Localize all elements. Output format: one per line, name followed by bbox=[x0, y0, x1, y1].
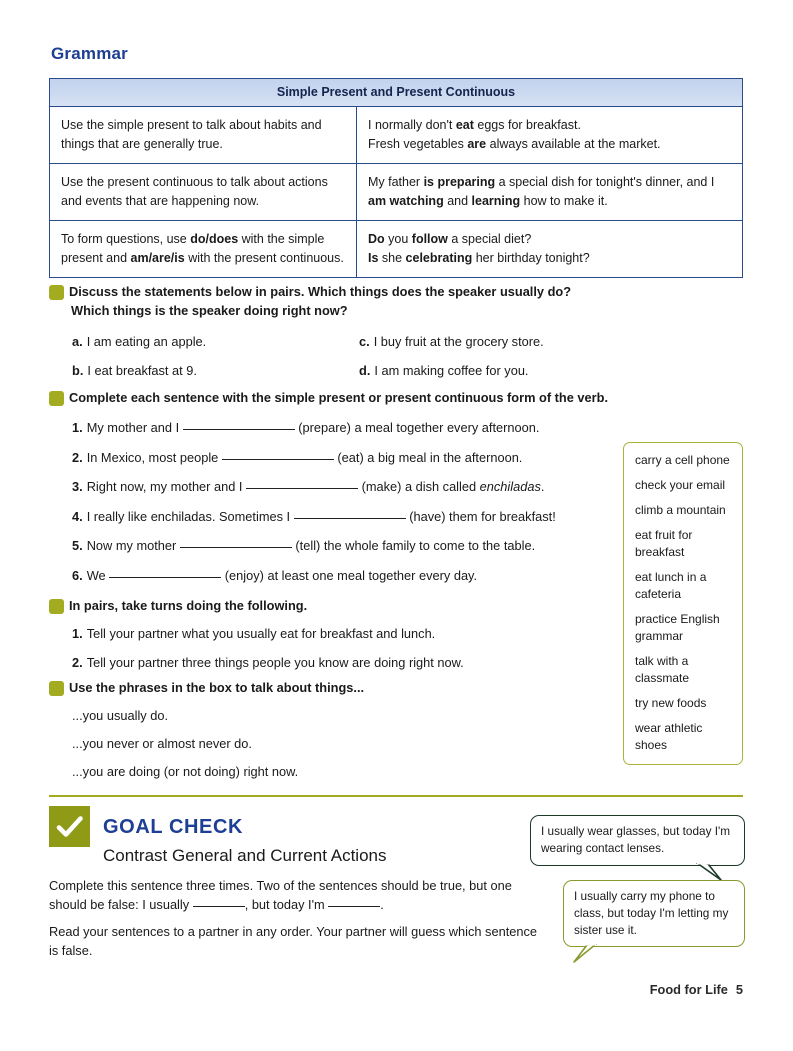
list-item: ...you usually do. bbox=[72, 708, 169, 724]
sentence-before: I really like enchiladas. Sometimes I bbox=[86, 508, 291, 524]
answer-blank[interactable] bbox=[294, 518, 406, 519]
fill-in-blank-row bbox=[72, 419, 619, 438]
answer-blank[interactable] bbox=[109, 577, 221, 578]
item-text: I am eating an apple. bbox=[86, 334, 207, 350]
grammar-example-cell: I normally don't eat eggs for breakfast. Fresh vegetables are always available at the market. bbox=[368, 118, 661, 151]
exercise-c-items bbox=[49, 333, 639, 385]
exercise-d-instruction: Complete each sentence with the simple present or present continuous form of the verb. bbox=[69, 390, 608, 405]
list-item bbox=[72, 654, 619, 673]
item-label: 1. bbox=[72, 420, 83, 436]
goal-check-instruction-2: Read your sentences to a partner in any order. Your partner will guess which sentence is false. bbox=[49, 924, 537, 959]
item-label: 2. bbox=[72, 449, 83, 465]
grammar-table-row bbox=[50, 221, 742, 277]
list-item: ...you are doing (or not doing) right now. bbox=[72, 764, 299, 780]
exercise-c-heading bbox=[41, 282, 601, 320]
item-text: I am making coffee for you. bbox=[374, 362, 529, 378]
phrase-box bbox=[623, 442, 743, 765]
list-item: ...you never or almost never do. bbox=[72, 736, 252, 752]
exercise-letter-badge-c: C bbox=[49, 285, 64, 300]
goal-check-divider bbox=[49, 795, 743, 797]
sentence-after: (tell) the whole family to come to the table. bbox=[295, 538, 536, 554]
grammar-example-cell: Do you follow a special diet? Is she celebrating her birthday tonight? bbox=[368, 232, 590, 265]
phrase-item: wear athletic shoes bbox=[635, 721, 703, 753]
phrase-item: carry a cell phone bbox=[635, 453, 730, 467]
item-text: Tell your partner what you usually eat for breakfast and lunch. bbox=[86, 626, 436, 642]
answer-blank[interactable] bbox=[222, 459, 334, 460]
answer-blank[interactable] bbox=[183, 429, 295, 430]
grammar-rule-cell: Use the present continuous to talk about actions and events that are happening now. bbox=[50, 164, 357, 220]
sentence-after: (eat) a big meal in the afternoon. bbox=[337, 449, 523, 465]
speech-bubble-tail-icon bbox=[696, 863, 722, 881]
phrase-item: talk with a classmate bbox=[635, 654, 690, 686]
fill-in-blank-row bbox=[72, 508, 619, 527]
fill-in-blank-row bbox=[72, 567, 619, 586]
list-item bbox=[72, 333, 372, 352]
item-label: 1. bbox=[72, 626, 83, 642]
fill-in-blank-row bbox=[72, 449, 619, 468]
grammar-table-row bbox=[50, 164, 742, 221]
phrase-item: eat lunch in a cafeteria bbox=[635, 570, 707, 602]
item-text: Tell your partner three things people you know are doing right now. bbox=[86, 654, 464, 670]
sentence-after: (prepare) a meal together every afternoon. bbox=[298, 420, 540, 436]
speech-bubble-tail-icon bbox=[572, 944, 598, 963]
grammar-rule-cell: To form questions, use do/does with the simple present and am/are/is with the present continuous. bbox=[50, 221, 357, 277]
item-text: I eat breakfast at 9. bbox=[87, 362, 197, 378]
grammar-table bbox=[49, 78, 743, 278]
footer-unit-title: Food for Life bbox=[649, 982, 728, 997]
exercise-d-heading bbox=[41, 388, 616, 407]
page-footer bbox=[650, 982, 743, 997]
exercise-c-instruction: Discuss the statements below in pairs. Which things does the speaker usually do? Which things is the speaker doing right now? bbox=[69, 284, 572, 319]
item-label: 4. bbox=[72, 508, 83, 524]
phrase-item: climb a mountain bbox=[635, 503, 726, 518]
phrase-item: practice English grammar bbox=[635, 612, 720, 644]
goal-check-subtitle: Contrast General and Current Actions bbox=[103, 846, 387, 865]
item-label: d. bbox=[359, 362, 371, 378]
sentence-after: (make) a dish called enchiladas. bbox=[361, 479, 545, 495]
fill-in-blank-row bbox=[72, 478, 619, 497]
exercise-f-items bbox=[72, 708, 619, 779]
checkmark-icon bbox=[49, 806, 90, 847]
sentence-after: (enjoy) at least one meal together every day. bbox=[224, 567, 478, 583]
page-number: 5 bbox=[735, 982, 743, 997]
grammar-example-cell: My father is preparing a special dish for tonight's dinner, and I am watching and learning how to make it. bbox=[368, 175, 715, 208]
exercise-c-column-right bbox=[359, 333, 659, 390]
goal-check-title: GOAL CHECK bbox=[103, 816, 244, 838]
list-item bbox=[72, 362, 372, 381]
list-item bbox=[359, 362, 659, 381]
sentence-before: My mother and I bbox=[86, 420, 180, 436]
item-label: 5. bbox=[72, 538, 83, 554]
item-label: 3. bbox=[72, 479, 83, 495]
sentence-after: (have) them for breakfast! bbox=[409, 508, 556, 524]
exercise-e-items bbox=[72, 625, 619, 672]
phrase-item: eat fruit for breakfast bbox=[635, 528, 693, 560]
exercise-d bbox=[41, 388, 619, 596]
speech-bubble-example-1 bbox=[530, 815, 745, 866]
sentence-before: Now my mother bbox=[86, 538, 177, 554]
exercise-c bbox=[41, 282, 639, 385]
speech-bubble-example-2 bbox=[563, 880, 745, 947]
speech-bubble-text: I usually carry my phone to class, but today I'm letting my sister use it. bbox=[574, 889, 729, 937]
phrase-item: try new foods bbox=[635, 696, 707, 711]
list-item bbox=[72, 625, 619, 644]
exercise-e-instruction: In pairs, take turns doing the following. bbox=[69, 598, 308, 613]
grammar-rule-cell: Use the simple present to talk about habits and things that are generally true. bbox=[50, 107, 357, 163]
sentence-before: Right now, my mother and I bbox=[86, 479, 243, 495]
sentence-before: In Mexico, most people bbox=[86, 449, 219, 465]
phrase-item: check your email bbox=[635, 478, 726, 493]
item-label: b. bbox=[72, 362, 84, 378]
speech-bubble-text: I usually wear glasses, but today I'm wearing contact lenses. bbox=[541, 824, 731, 855]
grammar-table-title: Simple Present and Present Continuous bbox=[50, 79, 742, 107]
exercise-f bbox=[41, 678, 619, 792]
item-label: 6. bbox=[72, 567, 83, 583]
answer-blank[interactable] bbox=[246, 488, 358, 489]
item-label: c. bbox=[359, 334, 370, 350]
exercise-f-heading bbox=[41, 678, 619, 697]
list-item bbox=[359, 333, 659, 352]
exercise-c-column-left bbox=[72, 333, 372, 390]
exercise-d-items bbox=[72, 419, 619, 585]
exercise-f-instruction: Use the phrases in the box to talk about things... bbox=[69, 680, 365, 695]
item-text: I buy fruit at the grocery store. bbox=[373, 334, 544, 350]
fill-in-blank-row bbox=[72, 537, 619, 556]
exercise-e-heading bbox=[41, 596, 619, 615]
item-label: a. bbox=[72, 334, 83, 350]
exercise-letter-badge-f: F bbox=[49, 681, 64, 696]
grammar-table-row bbox=[50, 107, 742, 164]
sentence-before: We bbox=[86, 567, 106, 583]
exercise-letter-badge-d: D bbox=[49, 391, 64, 406]
answer-blank[interactable] bbox=[180, 547, 292, 548]
exercise-e bbox=[41, 596, 619, 682]
page-title: Grammar bbox=[51, 44, 128, 63]
item-label: 2. bbox=[72, 654, 83, 670]
exercise-letter-badge-e: E bbox=[49, 599, 64, 614]
goal-check-instruction-1: Complete this sentence three times. Two of the sentences should be true, but one should be false: I usually , but today I'm . bbox=[49, 878, 512, 913]
